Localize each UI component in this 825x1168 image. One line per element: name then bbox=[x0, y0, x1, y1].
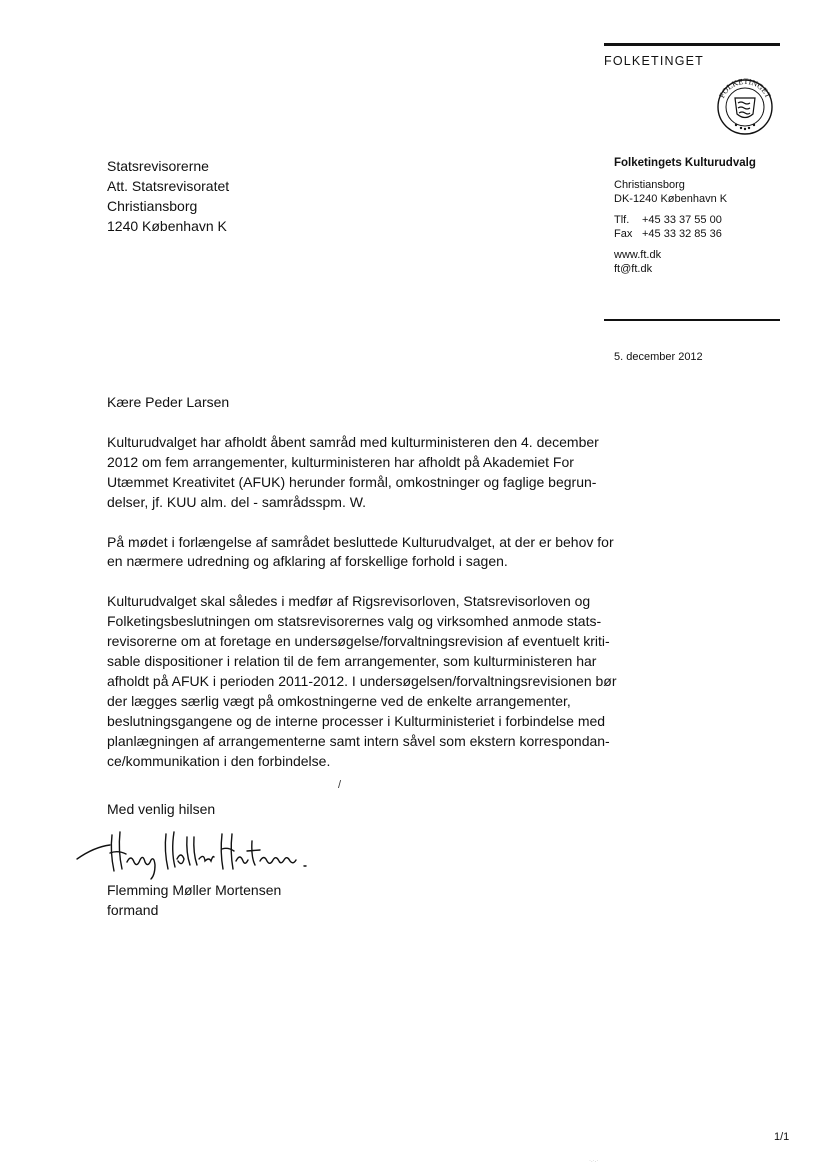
letter-body bbox=[107, 393, 617, 792]
date-rule bbox=[604, 319, 780, 321]
handwritten-signature bbox=[72, 817, 312, 887]
letter-date: 5. december 2012 bbox=[614, 351, 703, 363]
closing: Med venlig hilsen bbox=[107, 801, 216, 817]
phone-line bbox=[614, 213, 756, 227]
header-rule bbox=[604, 43, 780, 46]
phone-number: +45 33 37 55 00 bbox=[642, 214, 722, 226]
body-paragraph: På mødet i forlængelse af samrådet besluttede Kulturudvalget, at der er behov for en nærmere udredning og afklaring af forskellige forhold i sagen. bbox=[107, 533, 614, 570]
folketinget-seal-logo bbox=[709, 74, 781, 136]
recipient-line: Christiansborg bbox=[107, 198, 198, 214]
recipient-address bbox=[107, 156, 229, 236]
recipient-line: 1240 København K bbox=[107, 218, 227, 234]
sender-address-line: Christiansborg bbox=[614, 179, 685, 191]
fax-number: +45 33 32 85 36 bbox=[642, 228, 722, 240]
salutation: Kære Peder Larsen bbox=[107, 394, 230, 410]
body-paragraph: Kulturudvalget har afholdt åbent samråd med kulturministeren den 4. december 2012 om fem arrangementer, kulturministeren har afholdt på Akademiet For Utæmmet Kreativitet (AFUK) herunder formål, omkostninger og faglige begrun-delser, jf. KUU alm. del - samrådsspm. W. bbox=[107, 433, 599, 510]
seal-lettering: FOLKETINGET bbox=[717, 76, 773, 100]
organization-name: FOLKETINGET bbox=[604, 54, 705, 68]
scan-speck: ·.·.· bbox=[589, 1158, 599, 1164]
sender-address-line: DK-1240 København K bbox=[614, 193, 728, 205]
website: www.ft.dk bbox=[614, 249, 662, 261]
stray-mark: / bbox=[338, 779, 342, 791]
email: ft@ft.dk bbox=[614, 263, 653, 275]
signer-title: formand bbox=[107, 902, 159, 918]
phone-label: Tlf. bbox=[614, 214, 630, 226]
committee-name: Folketingets Kulturudvalg bbox=[614, 157, 756, 169]
signer-name: Flemming Møller Mortensen bbox=[107, 882, 282, 898]
recipient-line: Statsrevisorerne bbox=[107, 158, 209, 174]
fax-label: Fax bbox=[614, 228, 633, 240]
body-paragraph: Kulturudvalget skal således i medfør af Rigsrevisorloven, Statsrevisorloven og Folketingsbeslutningen om statsrevisorernes valg og virksomhed anmode stats-revisorerne om at foretage en undersøgelse/forvaltningsrevision af eventuelt kriti-sable dispositioner i relation til de fem arrangementer, som kulturministeren har afholdt på AFUK i perioden 2011-2012. I undersøgelsen/forvaltningsrevisionen bør der lægges særlig vægt på omkostningerne ved de enkelte arrangementer, beslutningsgangene og de interne processer i Kulturministeriet i forbindelse med planlægningen af arrangementerne samt intern såvel som ekstern korrespondan-ce/kommunikation i den forbindelse. bbox=[107, 593, 617, 769]
recipient-line: Att. Statsrevisoratet bbox=[107, 178, 230, 194]
sender-block bbox=[614, 156, 756, 276]
signer-block bbox=[107, 880, 281, 920]
fax-line bbox=[614, 227, 756, 241]
page-number: 1/1 bbox=[774, 1131, 790, 1143]
